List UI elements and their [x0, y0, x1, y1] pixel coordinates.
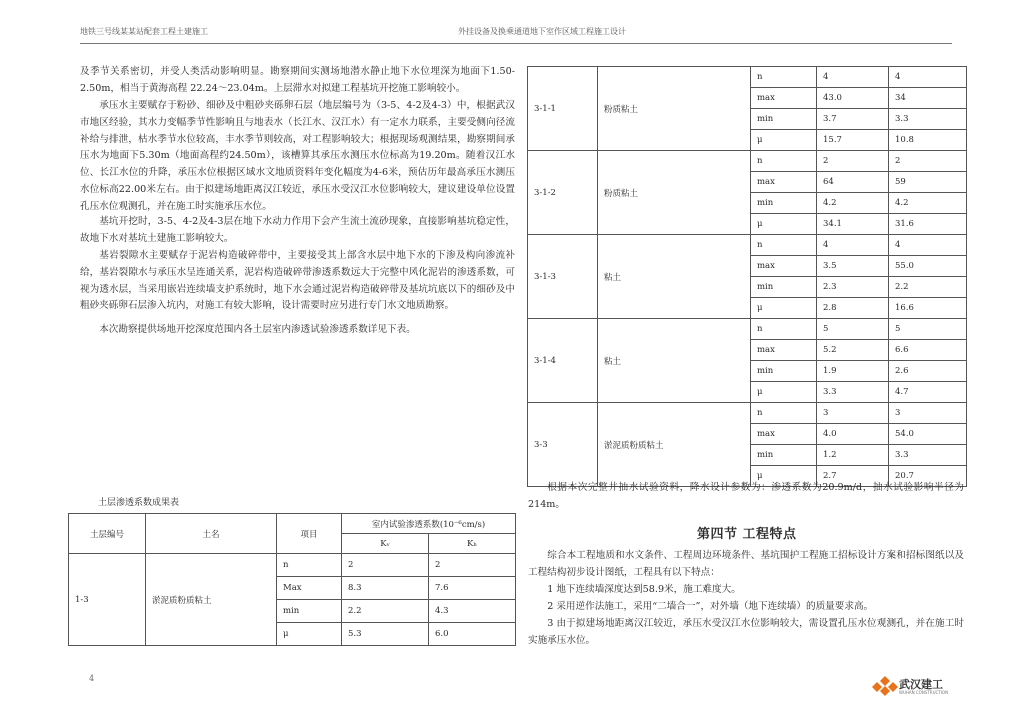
cell-kh: 31.6: [889, 214, 967, 235]
cell-kh: 3: [889, 403, 967, 424]
table-row: [528, 151, 967, 172]
cell-kh: 16.6: [889, 298, 967, 319]
cell-layer-no: 3-3: [528, 403, 598, 487]
cell-kh: 5: [889, 319, 967, 340]
cell-kh: 54.0: [889, 424, 967, 445]
cell-kh: 2: [889, 151, 967, 172]
cell-item: max: [751, 256, 817, 277]
cell-item: n: [751, 151, 817, 172]
permeability-table-right: [527, 66, 967, 487]
right-paragraph-1: 综合本工程地质和水文条件、工程周边环境条件、基坑围护工程施工招标设计方案和招标图纸以及工程结构初步设计图纸，工程具有以下特点：: [528, 550, 964, 578]
cell-kv: 4.0: [817, 424, 889, 445]
page-number: 4: [89, 674, 95, 683]
cell-soil-name: 淤泥质粉质粘土: [598, 403, 751, 487]
logo-subtext: WUHAN CONSTRUCTION: [899, 690, 949, 695]
cell-kh: 59: [889, 172, 967, 193]
cell-item: n: [277, 554, 342, 577]
cell-item: μ: [751, 466, 817, 487]
left-paragraph-2: 承压水主要赋存于粉砂、细砂及中粗砂夹砾卵石层（地层编号为（3-5、4-2及4-3）中，根据武汉市地区经验，其水力变幅季节性影响且与地表水（长江水、汉江水）有一定水力联系，主要受侧向径流补给与排泄，枯水季节水位较高，丰水季节则较高，对工程影响较大；根据现场观测结果，勘察期间承压水为地面下5.30m（地面高程约24.50m），该槽算其承压水测压水位标高为19.20m。随着汉江水位、长江水位的升降，承压水位根据区域水文地质资料年变化幅度为4-6米，预估历年最高承压水测压水位标高22.00米左右。由于拟建场地距离汉江较近，承压水受汉江水位影响较大，建议建设单位设置孔压水位观测孔，并在施工时实施承压水位。: [80, 100, 515, 212]
header-item: 项目: [277, 514, 342, 554]
table-caption: 土层渗透系数成果表: [98, 498, 180, 508]
cell-item: min: [751, 193, 817, 214]
permeability-table-left: [68, 513, 516, 646]
section-heading: 第四节 工程特点: [697, 527, 797, 542]
cell-item: n: [751, 67, 817, 88]
cell-kv: 5.2: [817, 340, 889, 361]
left-paragraph-3: 基坑开挖时，3-5、4-2及4-3层在地下水动力作用下会产生流土流砂现象，直接影响基坑稳定性，故地下水对基坑土建施工影响较大。: [80, 216, 515, 244]
cell-kh: 7.6: [429, 577, 516, 600]
table-row: [528, 319, 967, 340]
cell-layer-no: 3-1-3: [528, 235, 598, 319]
cell-layer-no: 3-1-1: [528, 67, 598, 151]
logo-diamonds-icon: [872, 676, 898, 696]
cell-item: μ: [751, 382, 817, 403]
cell-item: min: [751, 361, 817, 382]
cell-item: max: [751, 88, 817, 109]
cell-kv: 43.0: [817, 88, 889, 109]
cell-kv: 64: [817, 172, 889, 193]
cell-kv: 4: [817, 67, 889, 88]
cell-item: min: [751, 277, 817, 298]
cell-layer-no: 3-1-4: [528, 319, 598, 403]
cell-kh: 55.0: [889, 256, 967, 277]
cell-kh: 4.7: [889, 382, 967, 403]
cell-item: max: [751, 340, 817, 361]
cell-soil-name: 淤泥质粉质粘土: [146, 554, 277, 646]
cell-item: μ: [751, 298, 817, 319]
cell-soil-name: 粉质粘土: [598, 67, 751, 151]
cell-kh: 4.3: [429, 600, 516, 623]
cell-kv: 1.2: [817, 445, 889, 466]
cell-kh: 10.8: [889, 130, 967, 151]
cell-kv: 8.3: [342, 577, 429, 600]
right-paragraph-4: 3 由于拟建场地距离汉江较近，承压水受汉江水位影响较大，需设置孔压水位观测孔，并在施工时实施承压水位。: [528, 618, 964, 646]
pumping-test-paragraph: 根据本次完整井抽水试验资料，降水设计参数为：渗透系数为20.9m/d，抽水试验影响半径为214m。: [528, 482, 964, 510]
left-paragraph-1: 及季节关系密切，并受人类活动影响明显。勘察期间实测场地潜水静止地下水位埋深为地面下1.50-2.50m，相当于黄海高程 22.24～23.04m。上层滞水对拟建工程基坑开挖施工影响较小。: [80, 66, 515, 94]
cell-kh: 20.7: [889, 466, 967, 487]
cell-kv: 3.7: [817, 109, 889, 130]
cell-item: μ: [751, 214, 817, 235]
cell-kh: 2.2: [889, 277, 967, 298]
cell-soil-name: 粉质粘土: [598, 151, 751, 235]
cell-layer-no: 1-3: [69, 554, 146, 646]
header-layer-no: 土层编号: [69, 514, 146, 554]
cell-kv: 4: [817, 235, 889, 256]
cell-kv: 2: [342, 554, 429, 577]
cell-kv: 2.3: [817, 277, 889, 298]
cell-item: max: [751, 172, 817, 193]
header-kv: Kᵥ: [342, 534, 429, 554]
cell-kh: 4: [889, 67, 967, 88]
cell-item: n: [751, 403, 817, 424]
header-kh: Kₕ: [429, 534, 516, 554]
cell-item: min: [277, 600, 342, 623]
header-divider: [80, 43, 952, 44]
table-row: [528, 403, 967, 424]
cell-item: n: [751, 235, 817, 256]
cell-kv: 1.9: [817, 361, 889, 382]
cell-kh: 6.0: [429, 623, 516, 646]
cell-item: min: [751, 109, 817, 130]
cell-kv: 5: [817, 319, 889, 340]
company-logo: [872, 674, 962, 698]
cell-kv: 2.8: [817, 298, 889, 319]
cell-kv: 34.1: [817, 214, 889, 235]
cell-kv: 2.2: [342, 600, 429, 623]
right-paragraph-2: 1 地下连续墙深度达到58.9米，施工难度大。: [547, 584, 741, 595]
cell-item: Max: [277, 577, 342, 600]
table-row: [69, 554, 516, 577]
cell-item: μ: [751, 130, 817, 151]
cell-item: n: [751, 319, 817, 340]
cell-kv: 2: [817, 151, 889, 172]
table-row: [528, 235, 967, 256]
left-paragraph-5: 本次勘察提供场地开挖深度范围内各土层室内渗透试验渗透系数详见下表。: [99, 324, 416, 335]
cell-kh: 2.6: [889, 361, 967, 382]
header-left-title: 地铁三号线某某站配套工程土建施工: [80, 27, 208, 36]
cell-layer-no: 3-1-2: [528, 151, 598, 235]
cell-item: max: [751, 424, 817, 445]
cell-kv: 3.3: [817, 382, 889, 403]
cell-kv: 2.7: [817, 466, 889, 487]
cell-item: min: [751, 445, 817, 466]
header-permeability-group: 室内试验渗透系数(10⁻⁶cm/s): [342, 514, 516, 534]
cell-kh: 3.3: [889, 109, 967, 130]
header-soil-name: 土名: [146, 514, 277, 554]
logo-text: 武汉建工: [899, 678, 943, 691]
header-right-title: 外挂设备及换乘通道地下室作区域工程施工设计: [458, 27, 626, 36]
cell-kh: 34: [889, 88, 967, 109]
cell-kv: 15.7: [817, 130, 889, 151]
cell-kh: 2: [429, 554, 516, 577]
cell-kh: 4: [889, 235, 967, 256]
cell-soil-name: 粘土: [598, 319, 751, 403]
cell-kv: 5.3: [342, 623, 429, 646]
table-row: [528, 67, 967, 88]
cell-kh: 4.2: [889, 193, 967, 214]
cell-kh: 3.3: [889, 445, 967, 466]
cell-kv: 4.2: [817, 193, 889, 214]
cell-item: μ: [277, 623, 342, 646]
left-paragraph-4: 基岩裂隙水主要赋存于泥岩构造破碎带中，主要接受其上部含水层中地下水的下渗及构向渗流补给，基岩裂隙水与承压水呈连通关系，泥岩构造破碎带渗透系数远大于完整中风化泥岩的渗透系数，可视为透水层，当采用嵌岩连续墙支护系统时，地下水会通过泥岩构造破碎带及基坑坑底以下的细砂及中粗砂夹砾卵石层渗入坑内，对施工有较大影响，设计需要时应另进行专门水文地质勘察。: [80, 250, 515, 312]
cell-soil-name: 粘土: [598, 235, 751, 319]
right-paragraph-3: 2 采用逆作法施工，采用“二墙合一”，对外墙（地下连续墙）的质量要求高。: [547, 601, 874, 612]
cell-kh: 6.6: [889, 340, 967, 361]
cell-kv: 3.5: [817, 256, 889, 277]
cell-kv: 3: [817, 403, 889, 424]
